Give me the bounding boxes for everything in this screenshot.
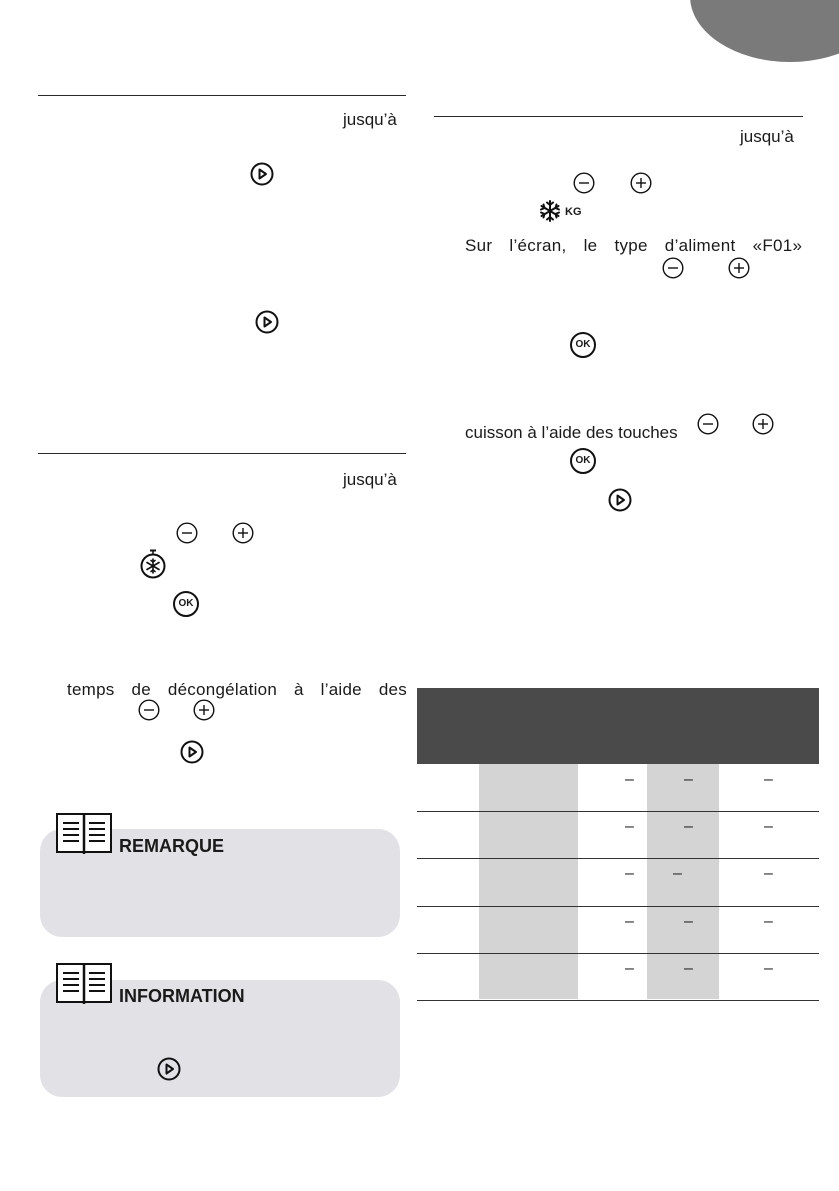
defrost-weight-icon xyxy=(538,199,562,223)
start-icon xyxy=(180,740,204,764)
section-rule-1 xyxy=(38,95,406,96)
ok-icon-label: OK xyxy=(575,455,591,466)
information-title: INFORMATION xyxy=(119,986,245,1006)
table-row-divider xyxy=(417,1000,819,1001)
minus-icon xyxy=(697,413,719,435)
table-row-divider xyxy=(417,858,819,859)
table-cell-dash: – xyxy=(625,912,634,930)
table-cell-dash: – xyxy=(684,818,693,836)
table-header xyxy=(417,688,819,764)
text-jusqua-2: jusqu’à xyxy=(343,470,397,489)
table-column-shade xyxy=(647,764,719,999)
text-temps-decongelation: temps de décongélation à l’aide des xyxy=(67,680,407,699)
table-cell-dash: – xyxy=(764,818,773,836)
ok-icon xyxy=(570,332,596,358)
table-cell-dash: – xyxy=(764,865,773,883)
table-row-divider xyxy=(417,953,819,954)
table-cell-dash: – xyxy=(625,818,634,836)
defrost-time-icon xyxy=(139,549,167,579)
book-icon xyxy=(56,963,112,1005)
table-cell-dash: – xyxy=(684,912,693,930)
start-icon xyxy=(255,310,279,334)
table-cell-dash: – xyxy=(764,771,773,788)
table-cell-dash: – xyxy=(764,912,773,930)
ok-icon xyxy=(173,591,199,617)
table-row-divider xyxy=(417,811,819,812)
start-icon xyxy=(157,1057,181,1081)
minus-icon xyxy=(176,522,198,544)
table-cell-dash: – xyxy=(625,959,634,977)
start-icon xyxy=(250,162,274,186)
table-column-shade xyxy=(479,764,578,999)
text-cuisson: cuisson à l’aide des touches xyxy=(465,423,678,442)
plus-icon xyxy=(232,522,254,544)
table-row-divider xyxy=(417,906,819,907)
table-cell-dash: – xyxy=(764,959,773,977)
start-icon xyxy=(608,488,632,512)
remarque-title: REMARQUE xyxy=(119,836,225,856)
minus-icon xyxy=(662,257,684,279)
ok-icon-label: OK xyxy=(575,339,591,350)
table-cell-dash: – xyxy=(673,865,682,883)
table-cell-dash: – xyxy=(684,771,693,788)
text-sur-ecran: Sur l’écran, le type d’aliment «F01» xyxy=(465,236,803,255)
section-rule-3 xyxy=(434,116,803,117)
plus-icon xyxy=(728,257,750,279)
table-cell-dash: – xyxy=(625,771,634,788)
text-jusqua-1: jusqu’à xyxy=(343,110,397,129)
plus-icon xyxy=(630,172,652,194)
book-icon xyxy=(56,813,112,855)
ok-icon-label: OK xyxy=(178,598,194,609)
table-cell-dash: – xyxy=(625,865,634,883)
table-cell-dash: – xyxy=(684,959,693,977)
plus-icon xyxy=(193,699,215,721)
corner-tab xyxy=(690,0,839,62)
kg-label: KG xyxy=(565,206,582,218)
ok-icon xyxy=(570,448,596,474)
section-rule-2 xyxy=(38,453,406,454)
text-jusqua-3: jusqu’à xyxy=(740,127,794,146)
plus-icon xyxy=(752,413,774,435)
minus-icon xyxy=(573,172,595,194)
minus-icon xyxy=(138,699,160,721)
